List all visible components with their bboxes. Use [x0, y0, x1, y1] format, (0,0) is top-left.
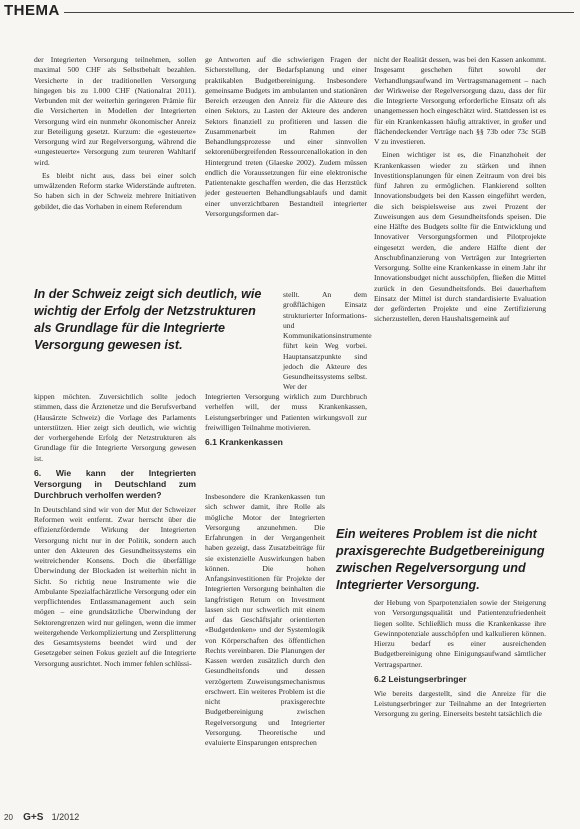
- page-footer: [4, 812, 79, 823]
- paragraph: Einen wichtiger ist es, die Finanzhoheit der Krankenkassen wieder zu stärken und ihnen Investitionsplanungen für einen Zeitraum von drei bis fünf Jahren zu ermöglichen. Flankierend sollten Innovationsbudgets bei den Kassen eingeführt werden, die sich beispielsweise aus zwei Prozent der Zuweisungen aus dem Gesundheitsfonds speisen. Die eine Hälfte des Budgets sollte für die Entwicklung und Innovativer Versorgungsformen und Pilotprojekte eingesetzt werden, die andere Hälfte dient der Anschubfinanzierung von Verträgen zur Integrierten Versorgung. Sollte eine Krankenkasse in einem Jahr ihr Innovationsbudget nicht ausschöpfen, fließen die Mittel zurück in den Gesundheitsfonds. Bei dauerhaftem Einsatz der Mittel ist durch standardisierte Evaluation der geförderten Projekte und eine Zertifizierung sicherzustellen, deren Haushaltsgemeink auf: [374, 150, 546, 324]
- column-1-bottom: [34, 392, 196, 804]
- paragraph: Insbesondere die Krankenkassen tun sich schwer damit, ihre Rolle als mögliche Motor der Integrierten Versorgung anzunehmen. Die Erfahrungen in der Vergangenheit haben gezeigt, dass Zusatzbeiträge für sie existenzielle Auswirkungen haben können. Die hohen Anfangsinvestitionen für Projekte der Integrierten Versorgung beinhalten die langfristigen Return on Investment lassen sich nur schwerlich mit einem auf das Geschäftsjahr orientierten «Budgetdenken» und der Systemlogik von Körperschaften des öffentlichen Rechts vereinbaren. Die Planungen der Kassen werden zusätzlich durch den Gesundheitsfonds und dessen verzögertem Zuweisungsmechanismus erschwert. Ein weiteres Problem ist die nicht praxisgerechte Budgetbereinigung zwischen Regelversorgung und Integrierter Versorgung. Theoretische und evaluierte Einsparungen entsprechen: [205, 492, 325, 747]
- issue-number: 1/2012: [51, 812, 80, 822]
- section-title: THEMA: [4, 2, 60, 19]
- journal-brand: G+S: [23, 812, 44, 823]
- subheading: 6. Wie kann der Integrierten Versorgung in Deutschland zum Durchbruch verholfen werden?: [34, 467, 196, 500]
- paragraph: kippen möchten. Zuversichtlich sollte jedoch stimmen, dass die Ärztenetze und die Berufsverband (Hausärzte Schweiz) die Vorlage des Parlaments unterstützen. Hier zeigt sich deutlich, wie wichtig der vorhergehende Erfolg der Netzstrukturen als Grundlage für die Integrierte Versorgung gewesen ist.: [34, 392, 196, 463]
- header-rule: [64, 12, 574, 13]
- column-2-top: [205, 55, 367, 287]
- paragraph: ge Antworten auf die schwierigen Fragen der Sicherstellung, der Bedarfsplanung und einer praktikablen Budgetbereinigung. Insbesondere gemeinsame Budgets im ambulanten und stationären Bereich erzeugen den Anreiz für die Akteure des einen Sektors, zu Lasten der Akteure des anderen Sektors finanziell zu profitieren und lassen die Zusammenarbeit im Rahmen der Behandlungsprozesse und einer sinnvollen sektorenübergreifenden Ressourcenallokation in den Hintergrund treten (Glaeske 2002). Zudem müssen endlich die Voraussetzungen für eine elektronische Patientenakte geschaffen werden, die das Herzstück jeder gesteuerten Behandlungsablaufs und damit einer unverzichtbaren Bestandteil integrierter Versorgungsformen dar-: [205, 55, 367, 218]
- paragraph: Es bleibt nicht aus, dass bei einer solch umwälzenden Reform starke Widerstände auftreten. So haben sich in der Schweiz mehrere Initiativen gebildet, die das Vorhaben in einem Referendum: [34, 170, 196, 211]
- page-number: 20: [4, 813, 13, 822]
- column-3-bottom: [374, 598, 546, 804]
- paragraph: der Integrierten Versorgung teilnehmen, sollen maximal 500 CHF als Selbstbehalt bezahlen. Versicherte in der traditionellen Versorgung hingegen bis zu 1.000 CHF (Nationalrat 2011). Verbunden mit der weiterhin geringeren Prämie für die Versicherten in Modellen der Integrierten Versorgung wird ein nunmehr ökonomischer Anreiz zur Beteiligung gesetzt. Kurzum: die «gesteuerte» Versorgung wird zur Regelversorgung, während die «ungesteuerte» Versorgung zum teureren Wahltarif wird.: [34, 55, 196, 167]
- column-2-narrow: [283, 290, 372, 393]
- paragraph: Integrierten Versorgung wirklich zum Durchbruch verhelfen will, der muss Krankenkassen, Leistungserbringer und Patienten wirkungsvoll zur freiwilligen Teilnahme motivieren.: [205, 392, 367, 432]
- column-1-top: [34, 55, 196, 278]
- column-2-middle: [205, 392, 367, 490]
- paragraph: der Hebung von Sparpotenzialen sowie der Steigerung von Versorgungsqualität und Patientenzufriedenheit liegen sollte. Schließlich muss die Krankenkasse ihre Gewinnpotenziale ausschöpfen und kalkulieren können. Hierzu bedarf es einer ausreichenden Budgetbereinigung ohne Einigungsaufwand sämtlicher Vertragspartner.: [374, 598, 546, 669]
- subheading: 6.2 Leistungserbringer: [374, 673, 467, 684]
- paragraph: In Deutschland sind wir von der Mut der Schweizer Reformen weit entfernt. Zwar herrscht über die effizienzfördernde Wirkung der Integrierten Versorgung nicht nur in der Politik, sondern auch unter den Akteuren des Gesundheitssystems ein weitreichender Konsens. Doch die überfällige Überwindung der Blockaden ist weiterhin nicht in Sicht. So richtig neue Instrumente wie die Ambulante Spezialfachärztliche Versorgung oder ein verpflichtendes Entlassmanagement auch sein mögen – eine grundsätzliche Überwindung der Sektorengrenzen wird nur gelingen, wenn die immer weitergehende Verkompliziertung und Zersplitterung des Gesamtsystems beendet wird und der Gesetzgeber seinen Fokus gezielt auf die Integrierte Versorgung ausrichtet. Noch immer fehlen schlüssi-: [34, 504, 196, 668]
- paragraph: Wie bereits dargestellt, sind die Anreize für die Leistungserbringer zur Teilnahme an der Integrierten Versorgung zu gering. Einerseits besteht tatsächlich die: [374, 688, 546, 719]
- column-3-top: [374, 55, 546, 517]
- pull-quote: Ein weiteres Problem ist die nicht praxisgerechte Budgetbereinigung zwischen Regelversorgung und Integrierter Versorgung.: [336, 527, 545, 592]
- pull-quote: In der Schweiz zeigt sich deutlich, wie wichtig der Erfolg der Netzstrukturen als Grundlage für die Integrierte Versorgung gewesen ist.: [34, 287, 262, 352]
- paragraph: nicht der Realität dessen, was bei den Kassen ankommt. Insgesamt geschehen führt sowohl der Verhandlungsaufwand im Vertragsmanagement – nach der Wirkweise der Regelversorgung dazu, dass der für die Integrierte Versorgung erforderliche Einsatz oft als unangemessen hoch eingeschätzt wird. Stattdessen ist es für ein Krankenkassen häufig attraktiver, in großer und flächendeckender Verträge nach §§ 73b oder 73c SGB V zu investieren.: [374, 55, 546, 146]
- column-2-narrow-bottom: [205, 492, 325, 747]
- paragraph: stellt. An dem großflächigen Einsatz strukturierter Informations- und Kommunikationsinstrumente führt kein Weg vorbei. Hauptansatzpunkte sind jedoch die Akteure des Gesundheitssystems selbst. Wer der: [283, 290, 372, 392]
- subheading: 6.1 Krankenkassen: [205, 437, 283, 447]
- page-header: [0, 0, 580, 24]
